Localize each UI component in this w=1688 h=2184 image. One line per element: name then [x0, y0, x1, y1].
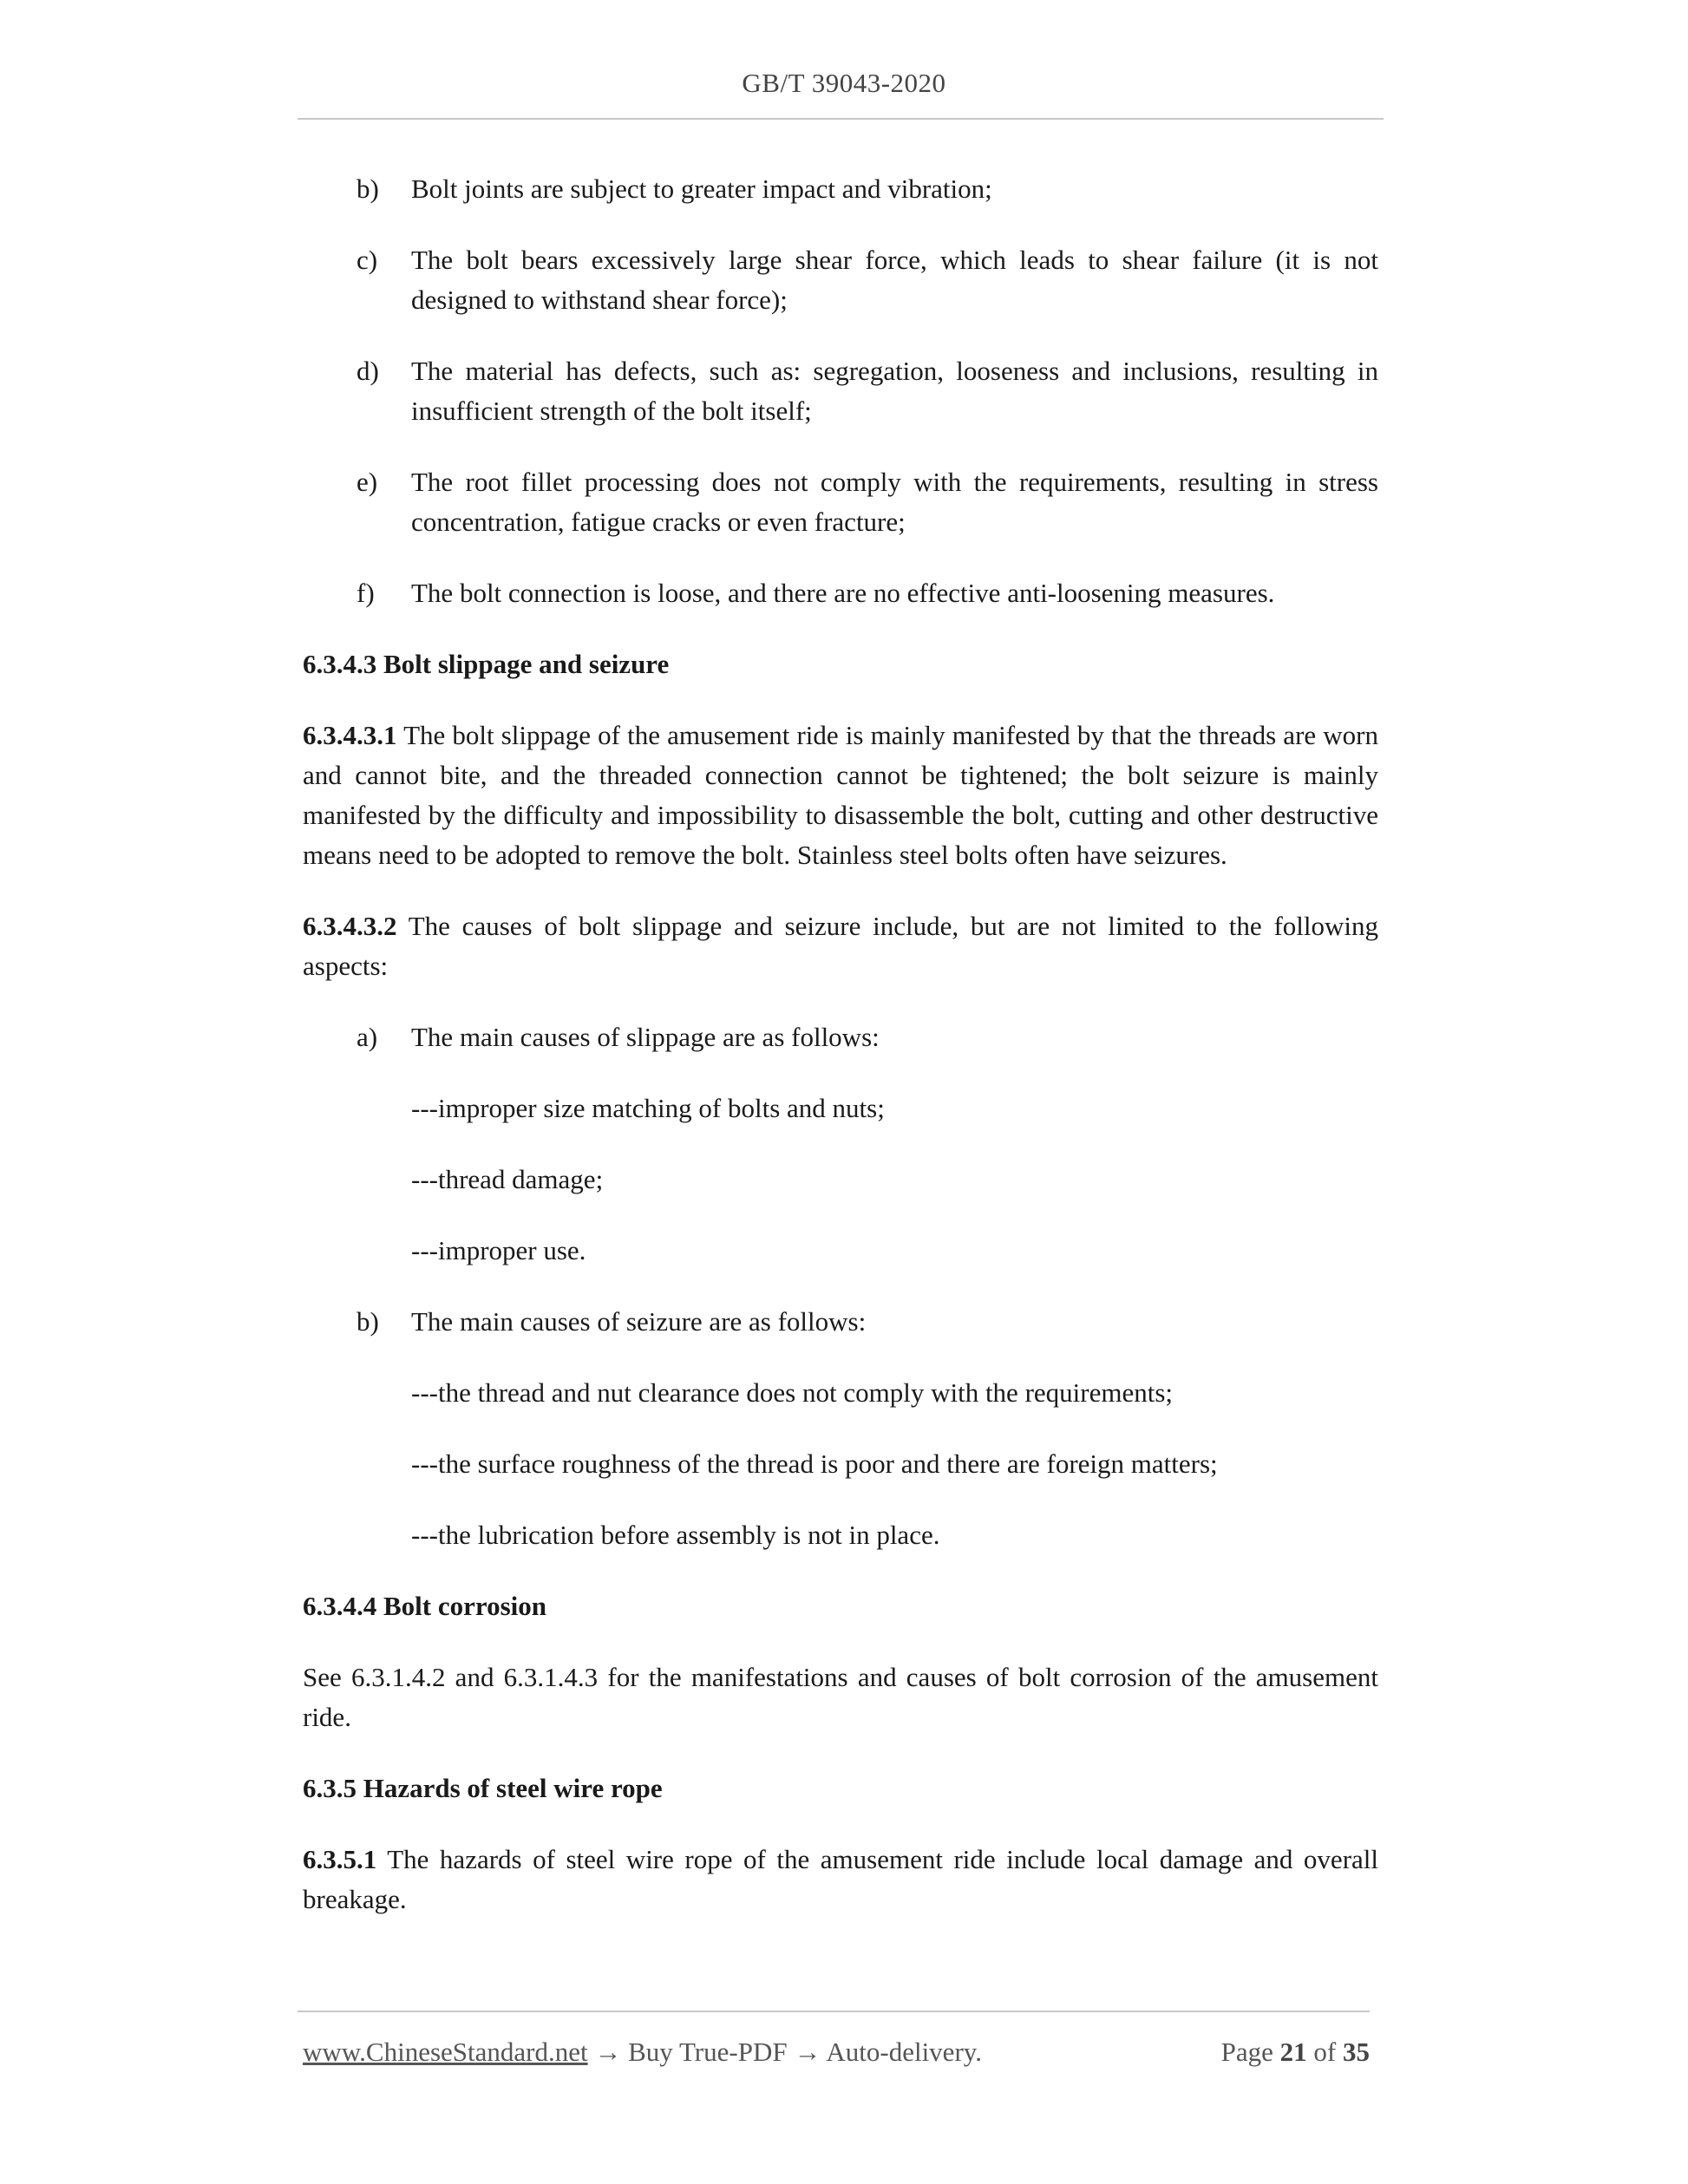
- footer-divider: [298, 2011, 1370, 2012]
- section-heading-6-3-5: 6.3.5 Hazards of steel wire rope: [303, 1773, 663, 1803]
- list-item-text: The main causes of slippage are as follows:: [411, 1022, 880, 1052]
- dash-item: ---improper size matching of bolts and nuts;: [411, 1093, 885, 1123]
- list-item: [303, 240, 1378, 320]
- paragraph-text: The causes of bolt slippage and seizure include, but are not limited to the following aspects:: [303, 911, 1378, 981]
- list-marker: e): [357, 467, 378, 497]
- list-item-text: The material has defects, such as: segregation, looseness and inclusions, resulting in insufficient strength of the bolt itself;: [411, 356, 1378, 426]
- list-marker: b): [357, 173, 379, 204]
- page-label: Page: [1220, 2037, 1280, 2067]
- list-item-text: The bolt connection is loose, and there are no effective anti-loosening measures.: [411, 578, 1275, 608]
- document-code-header: GB/T 39043-2020: [742, 68, 946, 98]
- list-item: [303, 169, 1378, 209]
- list-marker: f): [357, 578, 375, 608]
- header-divider: [298, 118, 1384, 120]
- list-item-text: The root fillet processing does not comply with the requirements, resulting in stress concentration, fatigue cracks or even fracture;: [411, 467, 1378, 537]
- list-item-text: The main causes of seizure are as follows:: [411, 1306, 867, 1337]
- paragraph-6-3-4-3-1: [303, 716, 1378, 875]
- paragraph-text: The hazards of steel wire rope of the amusement ride include local damage and overall breakage.: [303, 1844, 1378, 1914]
- list-item: [303, 573, 1378, 613]
- footer-promo-text: → Buy True-PDF → Auto-delivery.: [587, 2037, 982, 2067]
- dash-item: ---improper use.: [411, 1235, 586, 1265]
- clause-number: 6.3.5.1: [303, 1844, 377, 1874]
- list-item: [303, 462, 1378, 542]
- paragraph-6-3-5-1: [303, 1840, 1378, 1919]
- dash-item: ---thread damage;: [411, 1164, 604, 1194]
- paragraph-6-3-4-3-2: [303, 906, 1378, 986]
- list-item-text: Bolt joints are subject to greater impact and vibration;: [411, 173, 992, 204]
- website-link[interactable]: www.ChineseStandard.net: [303, 2037, 588, 2067]
- list-item-text: The bolt bears excessively large shear force, which leads to shear failure (it is not designed to withstand shear force);: [411, 245, 1378, 315]
- page-indicator: [1221, 2037, 1370, 2068]
- section-heading-6-3-4-4: 6.3.4.4 Bolt corrosion: [303, 1591, 546, 1621]
- page-body: [303, 169, 1378, 1951]
- clause-number: 6.3.4.3.2: [303, 911, 397, 941]
- page-of-label: of: [1306, 2037, 1343, 2067]
- dash-item: ---the lubrication before assembly is not in place.: [411, 1520, 940, 1550]
- dash-item: ---the thread and nut clearance does not comply with the requirements;: [411, 1377, 1174, 1408]
- section-heading-6-3-4-3: 6.3.4.3 Bolt slippage and seizure: [303, 649, 670, 679]
- list-marker: b): [357, 1306, 379, 1337]
- page-footer: [303, 2037, 1370, 2068]
- list-marker: c): [357, 245, 378, 275]
- clause-number: 6.3.4.3.1: [303, 720, 397, 750]
- list-item: [303, 351, 1378, 431]
- paragraph-bolt-corrosion: See 6.3.1.4.2 and 6.3.1.4.3 for the manifestations and causes of bolt corrosion of the amusement ride.: [303, 1662, 1378, 1732]
- list-marker: d): [357, 356, 379, 386]
- page-number: 21: [1279, 2037, 1307, 2067]
- list-item-slippage-causes: [303, 1017, 1378, 1057]
- dash-item: ---the surface roughness of the thread is poor and there are foreign matters;: [411, 1448, 1218, 1479]
- list-item-seizure-causes: [303, 1302, 1378, 1342]
- paragraph-text: The bolt slippage of the amusement ride is mainly manifested by that the threads are worn and cannot bite, and the threaded connection cannot be tightened; the bolt seizure is mainly manifested by the difficulty and impossibility to disassemble the bolt, cutting and other destructive means need to be adopted to remove the bolt. Stainless steel bolts often have seizures.: [303, 720, 1378, 870]
- page-total: 35: [1343, 2037, 1370, 2067]
- list-marker: a): [357, 1022, 378, 1052]
